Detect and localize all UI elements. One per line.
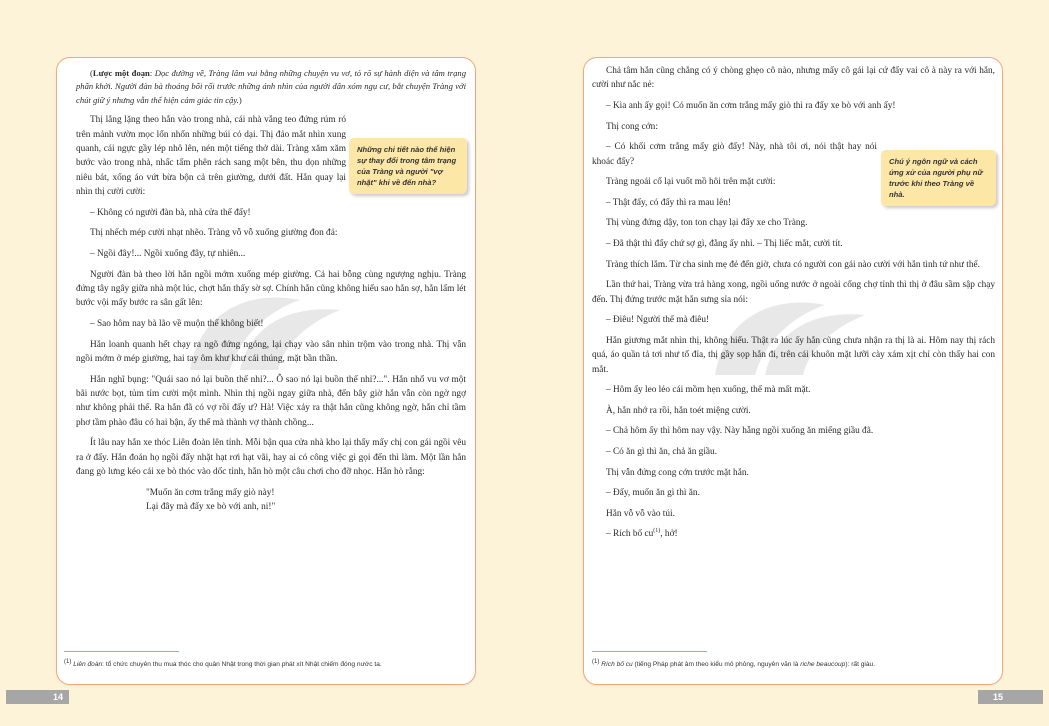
paragraph: Thị vùng đứng dậy, ton ton chạy lại đẩy xe cho Tràng.	[606, 218, 808, 229]
poem-line: Lại đây mà đẩy xe bò với anh, ni!"	[146, 502, 276, 513]
paragraph: Người đàn bà theo lời hắn ngồi mớm xuống mép giường. Cả hai bỗng cùng ngượng nghịu. Tràng đứng tây ngây giữa nhà một lúc, chợt hắn thấy sờ sợ. Chính hắn cũng không hiểu sao hắn sợ, hắn lấm lét bước vội mấy bước ra sân gất lên:	[76, 269, 466, 309]
reading-note-box	[881, 150, 996, 206]
paragraph: Hắn loanh quanh hết chạy ra ngõ đứng ngóng, lại chạy vào sân nhìn trộm vào trong nhà. Thị vẫn ngồi mớm ở mép giường, hai tay ôm khư khư cái thúng, mặt bần thần.	[76, 339, 466, 364]
section-summary: (Lược một đoạn: Dọc đường về, Tràng lâm vui bằng những chuyện vu vơ, tỏ rõ sự hành diện và tâm trạng phấn khởi. Người đàn bà thoáng bối rối trước những ánh nhìn của người dân xóm ngụ cư, bắt chuyện Tràng với chút giữ ý nhưng vẫn thể hiện cảm giác tin cậy.)	[76, 68, 467, 105]
summary-label: Lược một đoạn	[92, 68, 150, 78]
footnote-text-end: ): rất giàu.	[845, 661, 876, 669]
left-page-content	[76, 67, 466, 515]
footnote	[64, 659, 469, 668]
footnote	[592, 659, 997, 668]
footer-band-right	[978, 690, 1043, 704]
paragraph: À, hắn nhớ ra rồi, hắn toét miệng cười.	[606, 405, 751, 416]
footnote-term-original: riche beaucoup	[800, 661, 846, 669]
paragraph: Lần thứ hai, Tràng vừa trả hàng xong, ngồi uống nước ở ngoài cổng chợ tỉnh thì thị ở đâu sầm sập chạy đến. Thị đứng trước mặt hắn sưng sỉa nói:	[592, 280, 995, 305]
poem-line: "Muốn ăn cơm trắng mấy giò này!	[146, 487, 275, 498]
footnote-term: Rích bố cu	[601, 661, 633, 669]
footnote-text: (tiếng Pháp phát âm theo kiểu mô phỏng, nguyên văn là	[632, 661, 801, 669]
footnote-divider	[64, 651, 179, 652]
paragraph: – Kìa anh ấy gọi! Có muốn ăn cơm trắng mấy giò thì ra đẩy xe bò với anh ấy!	[606, 101, 896, 111]
page-number: 15	[993, 692, 1004, 702]
paragraph: Tràng ngoái cổ lại vuốt mồ hôi trên mặt cười:	[606, 177, 776, 188]
last-dialogue: – Rích bố cu	[606, 529, 654, 540]
footnote-text: : tổ chức chuyên thu mua thóc cho quân Nhật trong thời gian phát xít Nhật chiếm đóng nước ta.	[102, 661, 382, 669]
right-page-content	[592, 64, 995, 548]
summary-text: Dọc đường về, Tràng lâm vui bằng những chuyện vu vơ, tỏ rõ sự hành diện và tâm trạng phấn khởi. Người đàn bà thoáng bối rối trước những ánh nhìn của người dân xóm ngụ cư, bắt chuyện Tràng với chút giữ ý nhưng vẫn thể hiện cảm giác tin cậy.	[76, 68, 467, 105]
footnote-marker: (1)	[64, 659, 72, 665]
paragraph: Thị lẳng lặng theo hắn vào trong nhà, cái nhà vắng teo đứng rúm ró trên mảnh vườn mọc lổn nhổn những búi cỏ dại. Thị đảo mắt nhìn xung quanh, cái ngực gầy lép nhô lên, nén một tiếng thở dài. Tràng xăm xăm bước vào trong nhà, nhấc tấm phên rách sang một bên, thu dọn những niêu bát, xống áo vứt bừa bộn cả trên giường, dưới đất. Hắn quay lại nhìn thị cười cười:	[76, 115, 346, 198]
paragraph: Hắn giương mắt nhìn thị, không hiểu. Thật ra lúc ấy hắn cũng chưa nhận ra thị là ai. Hôm nay thị rách quá, áo quần tả tơi như tổ đỉa, thị gầy sọp hẳn đi, trên cái khuôn mặt lưỡi cày xám xịt chỉ còn thấy hai con mắt.	[592, 335, 995, 375]
paragraph: Tràng thích lắm. Từ cha sinh mẹ đẻ đến giờ, chưa có người con gái nào cười với hắn tình tứ như thế.	[606, 259, 980, 270]
paragraph: – Đã thật thì đẩy chứ sợ gì, đằng ấy nhỉ. – Thị liếc mắt, cười tít.	[606, 238, 843, 249]
paragraph: Thị cong cớn:	[606, 121, 658, 132]
paragraph: – Điêu! Người thế mà điêu!	[606, 315, 710, 326]
last-dialogue-suffix: , hở!	[660, 529, 678, 540]
paragraph: Thị nhếch mép cười nhạt nhẽo. Tràng vỗ vỗ xuống giường đon đả:	[90, 228, 338, 239]
note-text: Những chi tiết nào thể hiện sự thay đổi trong tâm trạng của Tràng và người "vợ nhặt" khi về đến nhà?	[357, 145, 457, 187]
paragraph: – Chả hôm ấy thì hôm nay vậy. Này hẵng ngồi xuống ăn miếng giầu đã.	[606, 426, 874, 437]
paragraph: – Ngồi đây!... Ngồi xuống đây, tự nhiên...	[90, 248, 246, 259]
paragraph: – Không có người đàn bà, nhà cửa thế đấy!	[90, 207, 251, 218]
paragraph-last	[592, 527, 995, 542]
paragraph: – Có ăn gì thì ăn, chả ăn giầu.	[606, 446, 718, 457]
footnote-divider	[592, 651, 707, 652]
reading-note-box	[349, 138, 467, 194]
footnote-ref: (1)	[653, 528, 661, 535]
paragraph: – Hôm ấy leo lẻo cái mồm hẹn xuống, thế mà mất mặt.	[606, 385, 811, 396]
paragraph: Hắn vỗ vỗ vào túi.	[606, 508, 675, 519]
paragraph: – Có khối cơm trắng mấy giò đấy! Này, nhà tôi ơi, nói thật hay nói khoác đấy?	[592, 142, 877, 167]
paragraph: Thị vẫn đứng cong cớn trước mặt hắn.	[606, 467, 749, 478]
paragraph: Chả tâm hắn cũng chẳng có ý chòng ghẹo cô nào, nhưng mấy cô gái lại cứ đẩy vai cô à này ra với hắn, cười như nắc nẻ:	[592, 66, 995, 91]
page-number: 14	[53, 692, 64, 702]
paragraph: Ít lâu nay hắn xe thóc Liên đoàn lên tỉnh. Mỗi bận qua cửa nhà kho lại thấy mấy chị con gái ngồi vêu ra ở đấy. Hắn đoán họ ngồi đấy nhặt hạt rơi hạt vãi, hay ai có công việc gì gọi đến thì làm. Một lần hắn đang gò lưng kéo cái xe bò thóc vào dốc tỉnh, hắn hò một câu chơi cho đỡ nhọc. Hắn hò rằng:	[76, 438, 466, 478]
paragraph: Hắn nghĩ bụng: "Quái sao nó lại buồn thế nhỉ?... Ô sao nó lại buồn thế nhỉ?...". Hắn nhổ vu vơ một bãi nước bọt, tủm tỉm cười một mình. Nhìn thị ngồi ngay giữa nhà, đến bây giờ hắn vẫn còn ngờ ngợ như không phải thế. Ra hắn đã có vợ rồi đấy ư? Hà! Việc xảy ra thật hắn cũng không ngờ, hắn chỉ tầm phơ tầm phào đâu có hai bận, ấy thế mà thành vợ thành chồng...	[76, 374, 466, 428]
paragraph: – Sao hôm nay bà lão về muộn thế không biết!	[90, 318, 264, 329]
footnote-marker: (1)	[592, 659, 600, 665]
paragraph: – Thật đấy, có đẩy thì ra mau lên!	[606, 197, 731, 208]
paragraph: – Đấy, muốn ăn gì thì ăn.	[606, 488, 700, 499]
note-text: Chú ý ngôn ngữ và cách ứng xử của người phụ nữ trước khi theo Tràng về nhà.	[889, 157, 983, 199]
footnote-term: Liên đoàn	[73, 661, 103, 669]
